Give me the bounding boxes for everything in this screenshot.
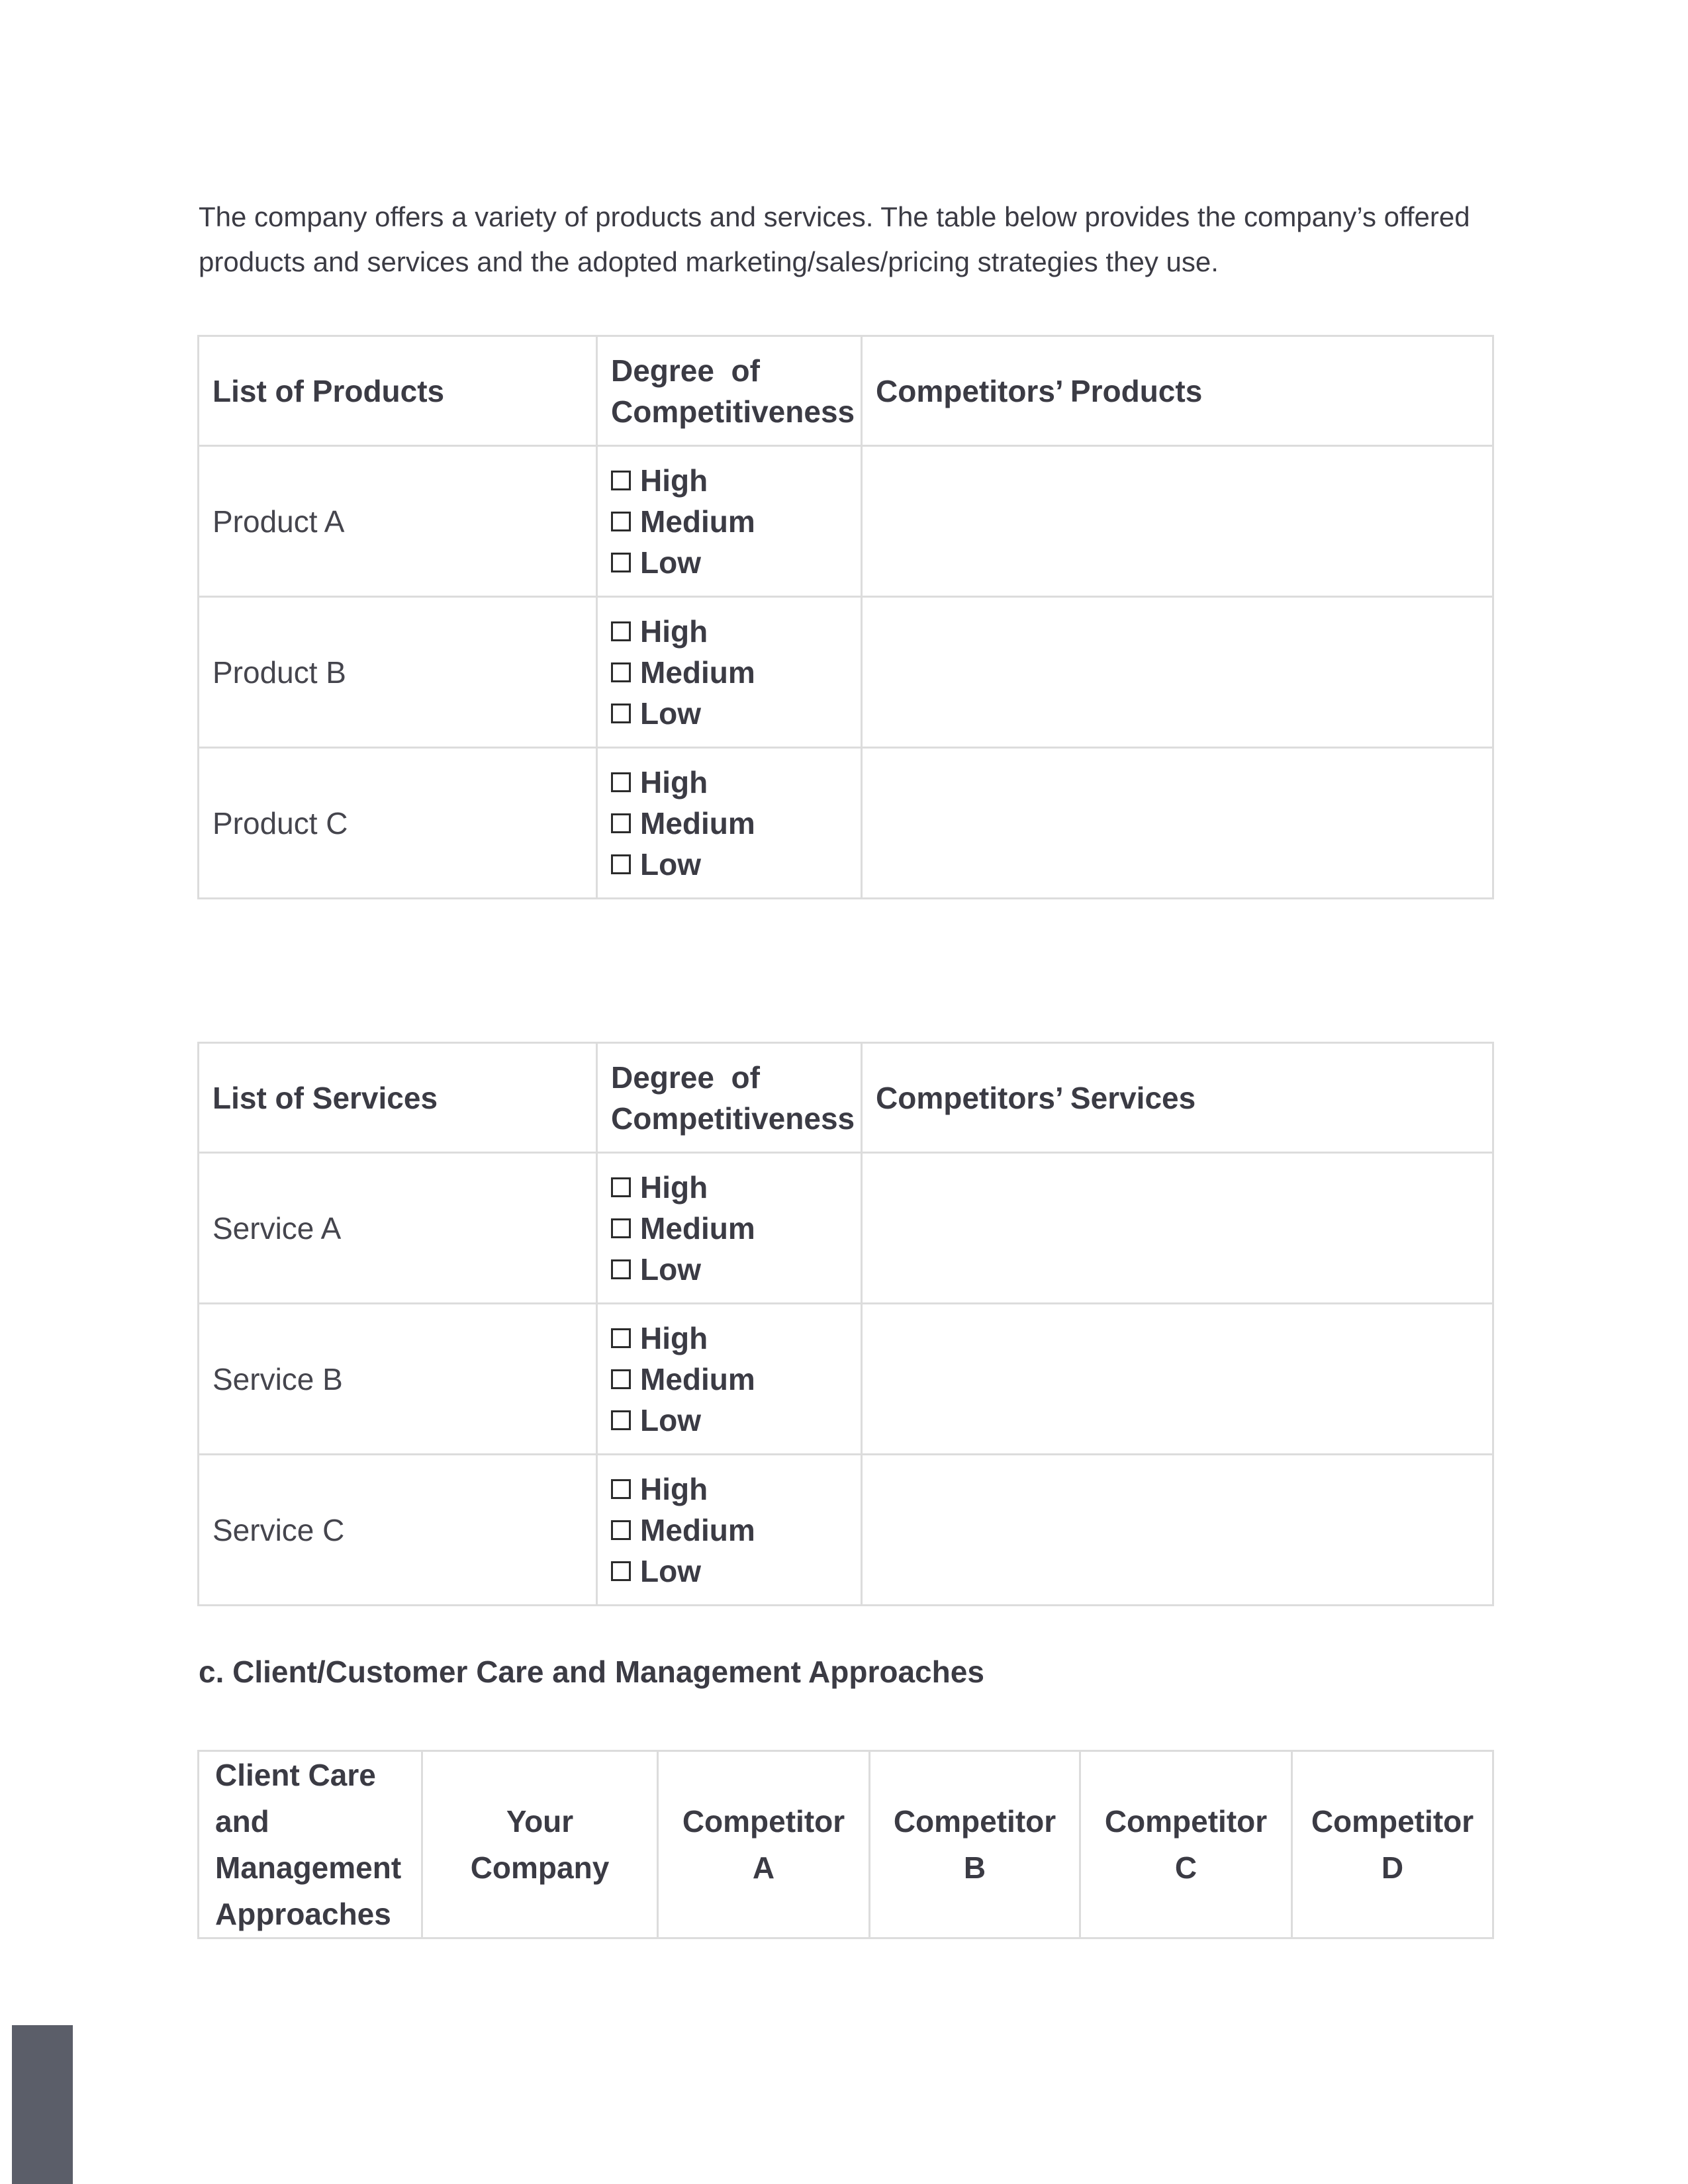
option-medium[interactable] <box>611 1208 847 1249</box>
option-label: Medium <box>640 1210 755 1246</box>
competitiveness-options <box>597 597 862 748</box>
header-line: Approaches <box>215 1897 391 1931</box>
option-medium[interactable] <box>611 652 847 693</box>
header-degree-line-2: Competitiveness <box>611 394 855 429</box>
checkbox-icon[interactable] <box>611 1479 631 1499</box>
option-low[interactable] <box>611 1249 847 1290</box>
product-name: Product B <box>199 597 597 748</box>
intro-paragraph <box>199 195 1496 285</box>
products-table <box>197 335 1494 899</box>
checkbox-icon[interactable] <box>611 772 631 792</box>
competitors-cell[interactable] <box>862 748 1493 899</box>
table-row <box>199 748 1493 899</box>
checkbox-icon[interactable] <box>611 854 631 874</box>
checkbox-icon[interactable] <box>611 662 631 682</box>
header-degree-line-2: Competitiveness <box>611 1101 855 1136</box>
option-high[interactable] <box>611 1167 847 1208</box>
header-list-of-services: List of Services <box>199 1043 597 1153</box>
checkbox-icon[interactable] <box>611 1177 631 1197</box>
option-medium[interactable] <box>611 803 847 844</box>
header-line: Competitor <box>1104 1804 1268 1839</box>
header-line: D <box>1381 1850 1404 1885</box>
option-label: Low <box>640 1402 701 1437</box>
option-low[interactable] <box>611 542 847 583</box>
option-label: Low <box>640 696 701 731</box>
table-row <box>199 1153 1493 1304</box>
header-line: Competitor <box>682 1804 845 1839</box>
product-name: Product A <box>199 446 597 597</box>
option-high[interactable] <box>611 1318 847 1359</box>
service-name: Service B <box>199 1304 597 1455</box>
competitiveness-options <box>597 446 862 597</box>
option-label: High <box>640 1169 708 1205</box>
option-label: Medium <box>640 1361 755 1396</box>
table-row <box>199 1455 1493 1606</box>
option-label: High <box>640 764 708 799</box>
competitors-cell[interactable] <box>862 597 1493 748</box>
header-degree-line-1: Degree of <box>611 353 760 388</box>
checkbox-icon[interactable] <box>611 704 631 723</box>
option-low[interactable] <box>611 693 847 734</box>
option-label: Low <box>640 1553 701 1588</box>
option-label: Low <box>640 545 701 580</box>
section-heading-client-care: c. Client/Customer Care and Management Approaches <box>199 1655 984 1689</box>
option-medium[interactable] <box>611 1510 847 1551</box>
option-label: Medium <box>640 504 755 539</box>
client-care-table <box>197 1750 1494 1939</box>
option-label: High <box>640 1320 708 1355</box>
option-high[interactable] <box>611 1469 847 1510</box>
checkbox-icon[interactable] <box>611 1520 631 1540</box>
option-high[interactable] <box>611 611 847 652</box>
option-low[interactable] <box>611 844 847 885</box>
competitors-cell[interactable] <box>862 1455 1493 1606</box>
checkbox-icon[interactable] <box>611 553 631 572</box>
competitiveness-options <box>597 1304 862 1455</box>
option-high[interactable] <box>611 762 847 803</box>
header-line: B <box>963 1850 986 1885</box>
header-line: and <box>215 1804 269 1839</box>
header-competitor-d <box>1292 1751 1493 1938</box>
option-label: High <box>640 463 708 498</box>
header-line: Management <box>215 1850 402 1885</box>
header-degree-of-competitiveness <box>597 336 862 446</box>
option-low[interactable] <box>611 1400 847 1441</box>
option-label: High <box>640 614 708 649</box>
header-competitors-services: Competitors’ Services <box>862 1043 1493 1153</box>
header-competitor-c <box>1080 1751 1292 1938</box>
option-label: Medium <box>640 655 755 690</box>
checkbox-icon[interactable] <box>611 1369 631 1389</box>
table-row <box>199 597 1493 748</box>
header-your-company: Your Company <box>422 1751 658 1938</box>
service-name: Service A <box>199 1153 597 1304</box>
intro-line-1: The company offers a variety of products and services. The table below provides the company’s offered <box>199 201 1470 232</box>
checkbox-icon[interactable] <box>611 512 631 531</box>
header-line: Competitor <box>893 1804 1056 1839</box>
product-name: Product C <box>199 748 597 899</box>
option-label: Low <box>640 1251 701 1287</box>
checkbox-icon[interactable] <box>611 1259 631 1279</box>
checkbox-icon[interactable] <box>611 813 631 833</box>
checkbox-icon[interactable] <box>611 1328 631 1348</box>
header-line: Competitor <box>1311 1804 1474 1839</box>
competitiveness-options <box>597 1455 862 1606</box>
checkbox-icon[interactable] <box>611 621 631 641</box>
table-header-row <box>199 1043 1493 1153</box>
option-high[interactable] <box>611 460 847 501</box>
header-line: A <box>752 1850 775 1885</box>
competitiveness-options <box>597 748 862 899</box>
option-low[interactable] <box>611 1551 847 1592</box>
option-label: Low <box>640 846 701 882</box>
option-label: Medium <box>640 1512 755 1547</box>
page-edge-tab <box>12 2025 73 2184</box>
header-competitor-b <box>870 1751 1080 1938</box>
table-row <box>199 446 1493 597</box>
table-row <box>199 1304 1493 1455</box>
header-line: Client Care <box>215 1758 376 1792</box>
header-list-of-products: List of Products <box>199 336 597 446</box>
header-degree-line-1: Degree of <box>611 1060 760 1095</box>
option-label: Medium <box>640 805 755 841</box>
header-line: C <box>1174 1850 1197 1885</box>
header-client-care-approaches <box>199 1751 422 1938</box>
services-table <box>197 1042 1494 1606</box>
competitors-cell[interactable] <box>862 1304 1493 1455</box>
header-degree-of-competitiveness <box>597 1043 862 1153</box>
header-competitors-products: Competitors’ Products <box>862 336 1493 446</box>
competitiveness-options <box>597 1153 862 1304</box>
checkbox-icon[interactable] <box>611 1561 631 1581</box>
option-medium[interactable] <box>611 501 847 542</box>
table-header-row <box>199 336 1493 446</box>
checkbox-icon[interactable] <box>611 1218 631 1238</box>
service-name: Service C <box>199 1455 597 1606</box>
checkbox-icon[interactable] <box>611 471 631 490</box>
competitors-cell[interactable] <box>862 1153 1493 1304</box>
option-label: High <box>640 1471 708 1506</box>
header-competitor-a <box>658 1751 870 1938</box>
competitors-cell[interactable] <box>862 446 1493 597</box>
option-medium[interactable] <box>611 1359 847 1400</box>
intro-line-2: products and services and the adopted marketing/sales/pricing strategies they use. <box>199 246 1219 277</box>
checkbox-icon[interactable] <box>611 1410 631 1430</box>
table-header-row <box>199 1751 1493 1938</box>
